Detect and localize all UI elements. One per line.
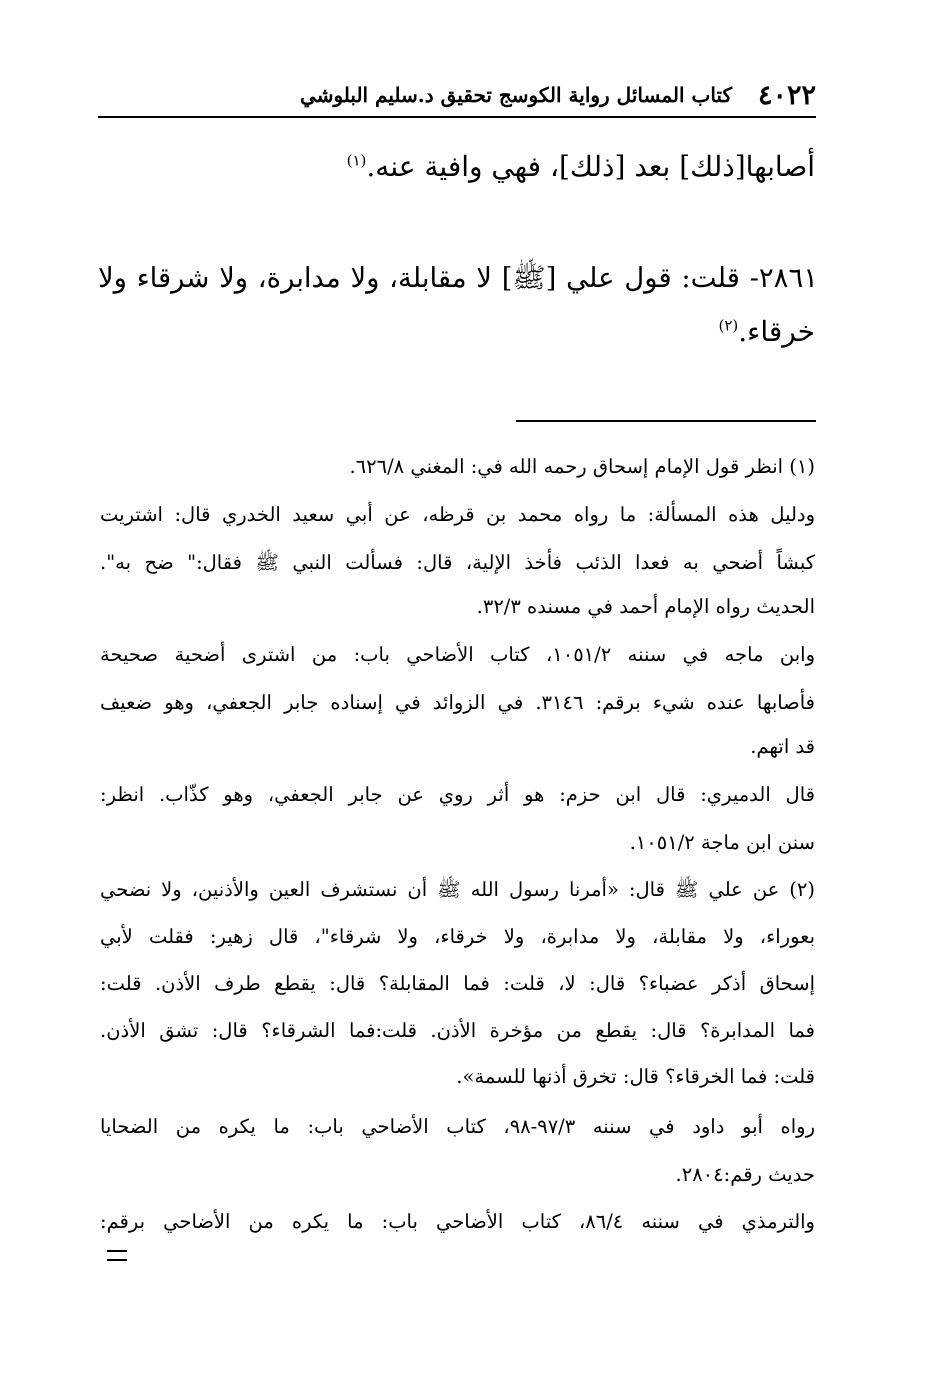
footnote-line: كبشاً أضحي به فعدا الذئب فأخذ الإلية، قال: فسألت النبي ﷺ فقال:" ضح به". xyxy=(100,551,815,574)
footnote-line: ودليل هذه المسألة: ما رواه محمد بن قرظه، عن أبي سعيد الخدري قال: اشتريت xyxy=(100,503,815,526)
footnote-line: (٢) عن علي ﷺ قال: «أمرنا رسول الله ﷺ أن نستشرف العين والأذنين، ولا نضحي xyxy=(100,878,815,901)
footnote-ref-2: (٢) xyxy=(718,316,739,335)
footnote-line: فأصابها عنده شيء برقم: ٣١٤٦. في الزوائد في إسناده جابر الجعفي، وهو ضعيف xyxy=(100,691,815,714)
footnote-ref-1: (١) xyxy=(346,151,367,170)
footnote-line: بعوراء، ولا مقابلة، ولا مدابرة، ولا خرقاء، ولا شرقاء"، قال زهير: فقلت لأبي xyxy=(100,925,815,948)
issue-2861-line-1: ٢٨٦١- قلت: قول علي [ﷺ] لا مقابلة، ولا مدابرة، ولا شرقاء ولا xyxy=(98,262,818,294)
footnote-line: والترمذي في سننه ٨٦/٤، كتاب الأضاحي باب: ما يكره من الأضاحي برقم: xyxy=(100,1210,815,1233)
continuation-mark xyxy=(107,1250,127,1261)
running-header xyxy=(98,74,816,118)
book-title: كتاب المسائل رواية الكوسج تحقيق د.سليم البلوشي xyxy=(300,83,732,107)
footnote-line: (١) انظر قول الإمام إسحاق رحمه الله في: المغني ٦٢٦/٨. xyxy=(349,455,815,478)
footnote-line: الحديث رواه الإمام أحمد في مسنده ٣٢/٣. xyxy=(476,595,815,618)
footnote-separator xyxy=(516,420,816,422)
footnote-line: سنن ابن ماجة ١٠٥١/٢. xyxy=(629,831,815,854)
footnote-line: رواه أبو داود في سننه ٩٧/٣-٩٨، كتاب الأضاحي باب: ما يكره من الضحايا xyxy=(100,1115,815,1138)
footnote-line: حديث رقم:٢٨٠٤. xyxy=(675,1163,815,1186)
footnote-line: إسحاق أذكر عضباء؟ قال: لا، قلت: فما المقابلة؟ قال: يقطع طرف الأذن. قلت: xyxy=(100,972,815,995)
footnote-line: قلت: فما الخرقاء؟ قال: تخرق أذنها للسمة». xyxy=(456,1065,815,1088)
footnote-line: قد اتهم. xyxy=(750,735,815,758)
footnote-line: قال الدميري: قال ابن حزم: هو أثر روي عن جابر الجعفي، وهو كذّاب. انظر: xyxy=(100,783,815,806)
body-line-1 xyxy=(347,150,815,183)
issue-2861-line-2 xyxy=(718,315,815,348)
issue-2861-line-2-text: خرقاء. xyxy=(738,315,815,348)
page-number: ٤٠٢٢ xyxy=(757,79,816,111)
footnote-line: فما المدابرة؟ قال: يقطع من مؤخرة الأذن. قلت:فما الشرقاء؟ قال: تشق الأذن. xyxy=(100,1019,815,1042)
body-line-1-text: أصابها[ذلك] بعد [ذلك]، فهي وافية عنه. xyxy=(366,150,815,183)
footnote-line: وابن ماجه في سننه ١٠٥١/٢، كتاب الأضاحي باب: من اشترى أضحية صحيحة xyxy=(100,643,815,666)
